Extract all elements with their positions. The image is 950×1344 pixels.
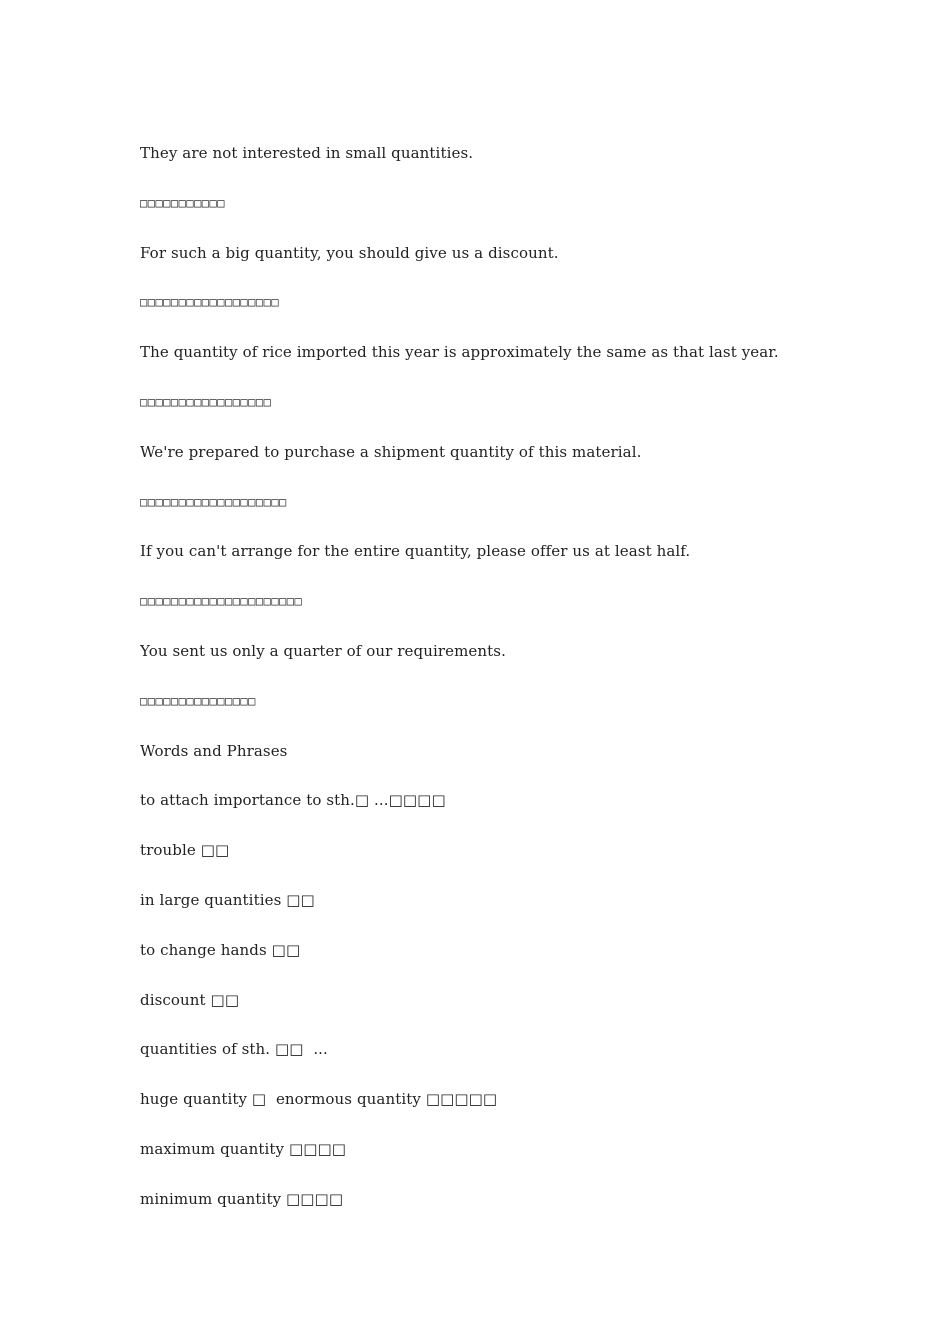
sentence-translation: □□□□□□□□□□□□□□□□□ <box>140 394 272 409</box>
sentence-english: We're prepared to purchase a shipment quantity of this material. <box>140 442 642 461</box>
sentence-english: If you can't arrange for the entire quantity, please offer us at least half. <box>140 542 691 561</box>
document-page <box>140 142 920 1238</box>
sentence-english: For such a big quantity, you should give us a discount. <box>140 243 559 262</box>
sentence-translation: □□□□□□□□□□□□□□□ <box>140 693 256 708</box>
phrase-entry: to attach importance to sth.□ ...□□□□ <box>140 791 446 810</box>
phrase-entry: huge quantity □ enormous quantity □□□□□ <box>140 1090 498 1109</box>
phrase-entry: maximum quantity □□□□ <box>140 1139 347 1158</box>
sentence-translation: □□□□□□□□□□□□□□□□□□ <box>140 295 280 310</box>
phrase-entry: in large quantities □□ <box>140 890 315 909</box>
sentence-english: The quantity of rice imported this year is approximately the same as that last year. <box>140 343 779 362</box>
sentence-translation: □□□□□□□□□□□□□□□□□□□ <box>140 494 287 509</box>
section-heading: Words and Phrases <box>140 741 288 760</box>
sentence-translation: □□□□□□□□□□□ <box>140 195 225 210</box>
sentence-english: They are not interested in small quantities. <box>140 144 474 162</box>
phrase-entry: trouble □□ <box>140 841 230 860</box>
phrase-entry: discount □□ <box>140 990 240 1009</box>
sentence-english: You sent us only a quarter of our requirements. <box>140 641 506 660</box>
sentence-translation: □□□□□□□□□□□□□□□□□□□□□ <box>140 594 303 609</box>
phrase-entry: to change hands □□ <box>140 940 301 959</box>
phrase-entry: quantities of sth. □□ ... <box>140 1040 328 1059</box>
phrase-entry: minimum quantity □□□□ <box>140 1189 344 1208</box>
